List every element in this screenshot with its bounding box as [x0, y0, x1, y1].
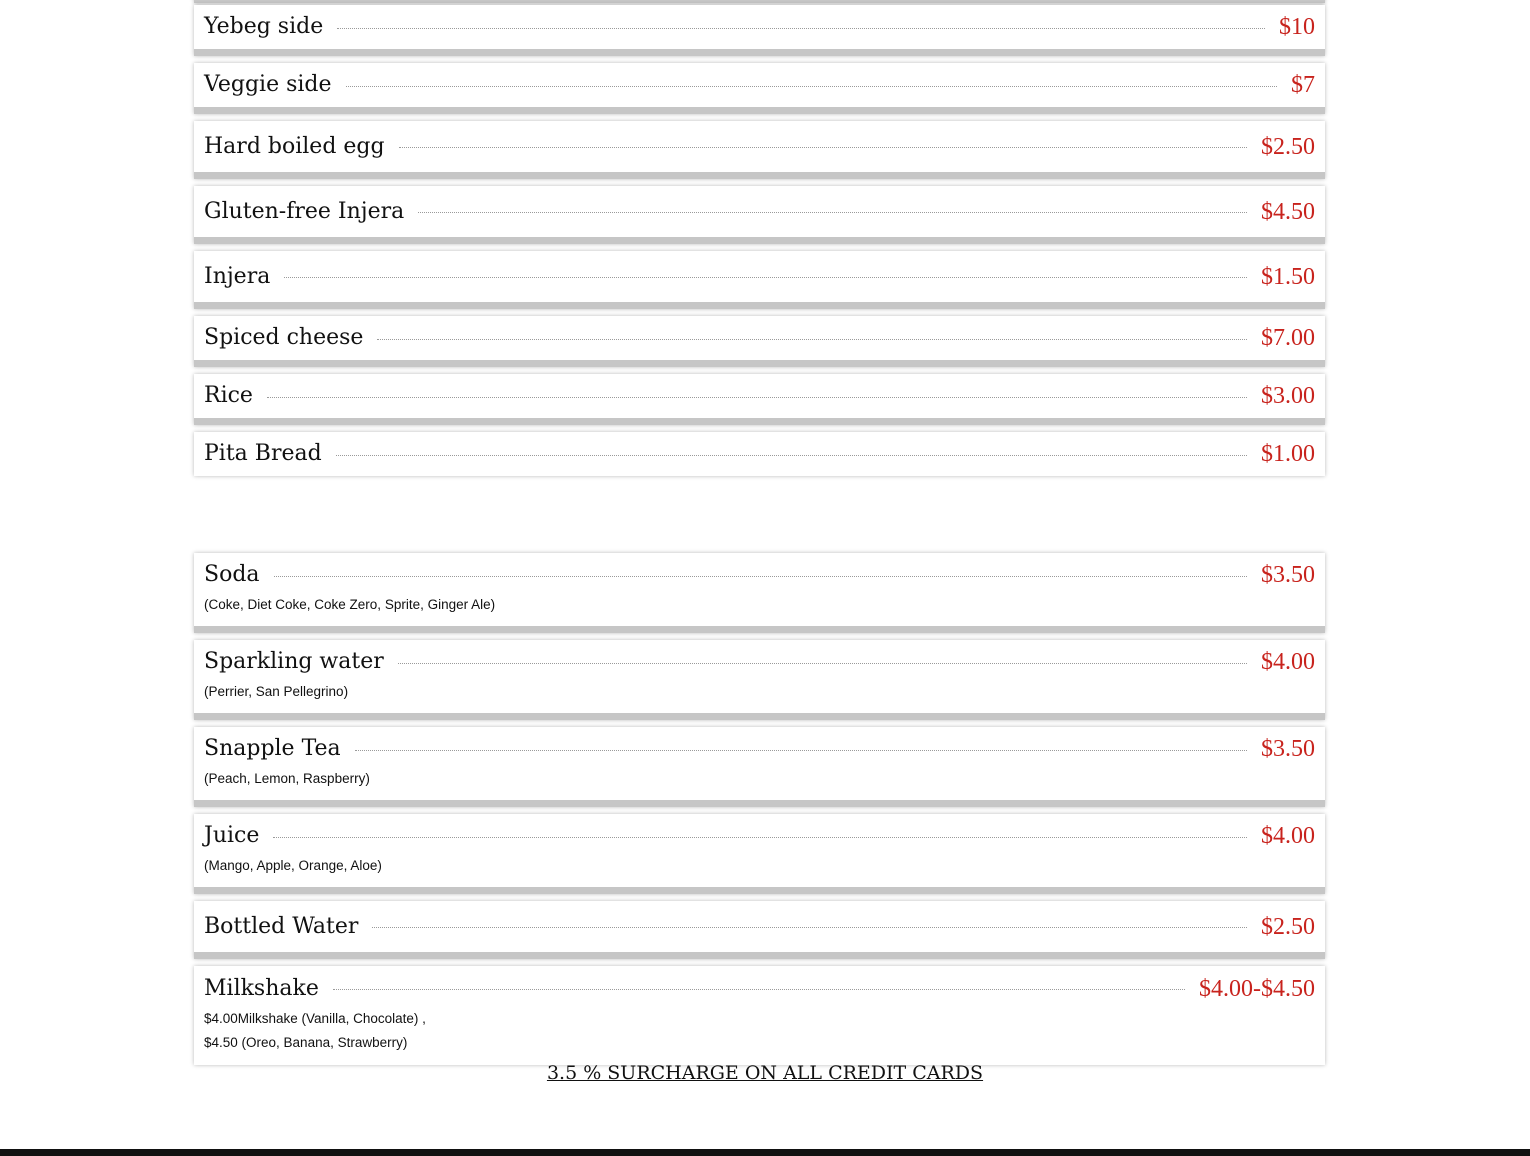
dotted-leader — [273, 837, 1247, 838]
footer-bar — [0, 1149, 1530, 1156]
drinks-menu-list — [194, 553, 1325, 1065]
menu-item — [194, 0, 1325, 3]
item-name: Yebeg side — [204, 14, 324, 39]
item-price: $7.00 — [1261, 325, 1315, 351]
item-name: Milkshake — [204, 975, 319, 1001]
surcharge-text: 3.5 % SURCHARGE ON ALL CREDIT CARDS — [546, 1062, 984, 1084]
item-name: Spiced cheese — [204, 325, 364, 350]
item-name: Sparkling water — [204, 649, 384, 674]
item-name: Injera — [204, 263, 271, 289]
menu-item — [194, 121, 1325, 179]
menu-item — [194, 727, 1325, 807]
item-description: (Mango, Apple, Orange, Aloe) — [204, 858, 382, 873]
menu-item — [194, 186, 1325, 244]
menu-item — [194, 63, 1325, 114]
dotted-leader — [399, 147, 1247, 148]
item-price: $7 — [1291, 72, 1315, 98]
item-price: $2.50 — [1261, 913, 1315, 940]
credit-card-surcharge-notice — [0, 1062, 1530, 1084]
menu-item — [194, 966, 1325, 1065]
dotted-leader — [418, 212, 1247, 213]
item-price: $3.00 — [1261, 383, 1315, 409]
item-description: (Perrier, San Pellegrino) — [204, 684, 349, 699]
item-price: $3.50 — [1261, 562, 1315, 588]
menu-item — [194, 374, 1325, 425]
dotted-leader — [346, 86, 1277, 87]
item-name: Veggie side — [204, 72, 332, 97]
item-name: Bottled Water — [204, 913, 359, 939]
item-name: Rice — [204, 383, 253, 408]
item-description: $4.00Milkshake (Vanilla, Chocolate) , — [204, 1011, 426, 1026]
item-description: (Peach, Lemon, Raspberry) — [204, 771, 370, 786]
dotted-leader — [336, 455, 1247, 456]
dotted-leader — [355, 750, 1247, 751]
dotted-leader — [284, 277, 1247, 278]
sides-menu-list — [194, 0, 1325, 476]
item-price: $3.50 — [1261, 736, 1315, 762]
dotted-leader — [398, 663, 1247, 664]
menu-item — [194, 640, 1325, 720]
menu-item — [194, 814, 1325, 894]
dotted-leader — [337, 28, 1265, 29]
item-price: $4.50 — [1261, 198, 1315, 225]
item-description-line-2: $4.50 (Oreo, Banana, Strawberry) — [204, 1035, 408, 1050]
menu-item — [194, 5, 1325, 56]
menu-item — [194, 553, 1325, 633]
item-price: $2.50 — [1261, 133, 1315, 160]
item-price: $4.00-$4.50 — [1199, 975, 1315, 1002]
dotted-leader — [274, 576, 1247, 577]
menu-item — [194, 432, 1325, 476]
item-name: Gluten-free Injera — [204, 198, 405, 224]
dotted-leader — [377, 339, 1247, 340]
item-name: Pita Bread — [204, 441, 322, 466]
item-price: $4.00 — [1261, 823, 1315, 849]
dotted-leader — [267, 397, 1247, 398]
menu-item — [194, 251, 1325, 309]
item-price: $4.00 — [1261, 649, 1315, 675]
item-name: Soda — [204, 562, 260, 587]
dotted-leader — [333, 989, 1185, 990]
menu-item — [194, 316, 1325, 367]
item-price: $10 — [1279, 14, 1315, 40]
dotted-leader — [372, 927, 1247, 928]
item-name: Snapple Tea — [204, 736, 341, 761]
item-price: $1.50 — [1261, 263, 1315, 290]
item-description: (Coke, Diet Coke, Coke Zero, Sprite, Ginger Ale) — [204, 597, 496, 612]
menu-item — [194, 901, 1325, 959]
item-name: Hard boiled egg — [204, 133, 385, 159]
item-name: Juice — [204, 823, 260, 848]
item-price: $1.00 — [1261, 441, 1315, 467]
